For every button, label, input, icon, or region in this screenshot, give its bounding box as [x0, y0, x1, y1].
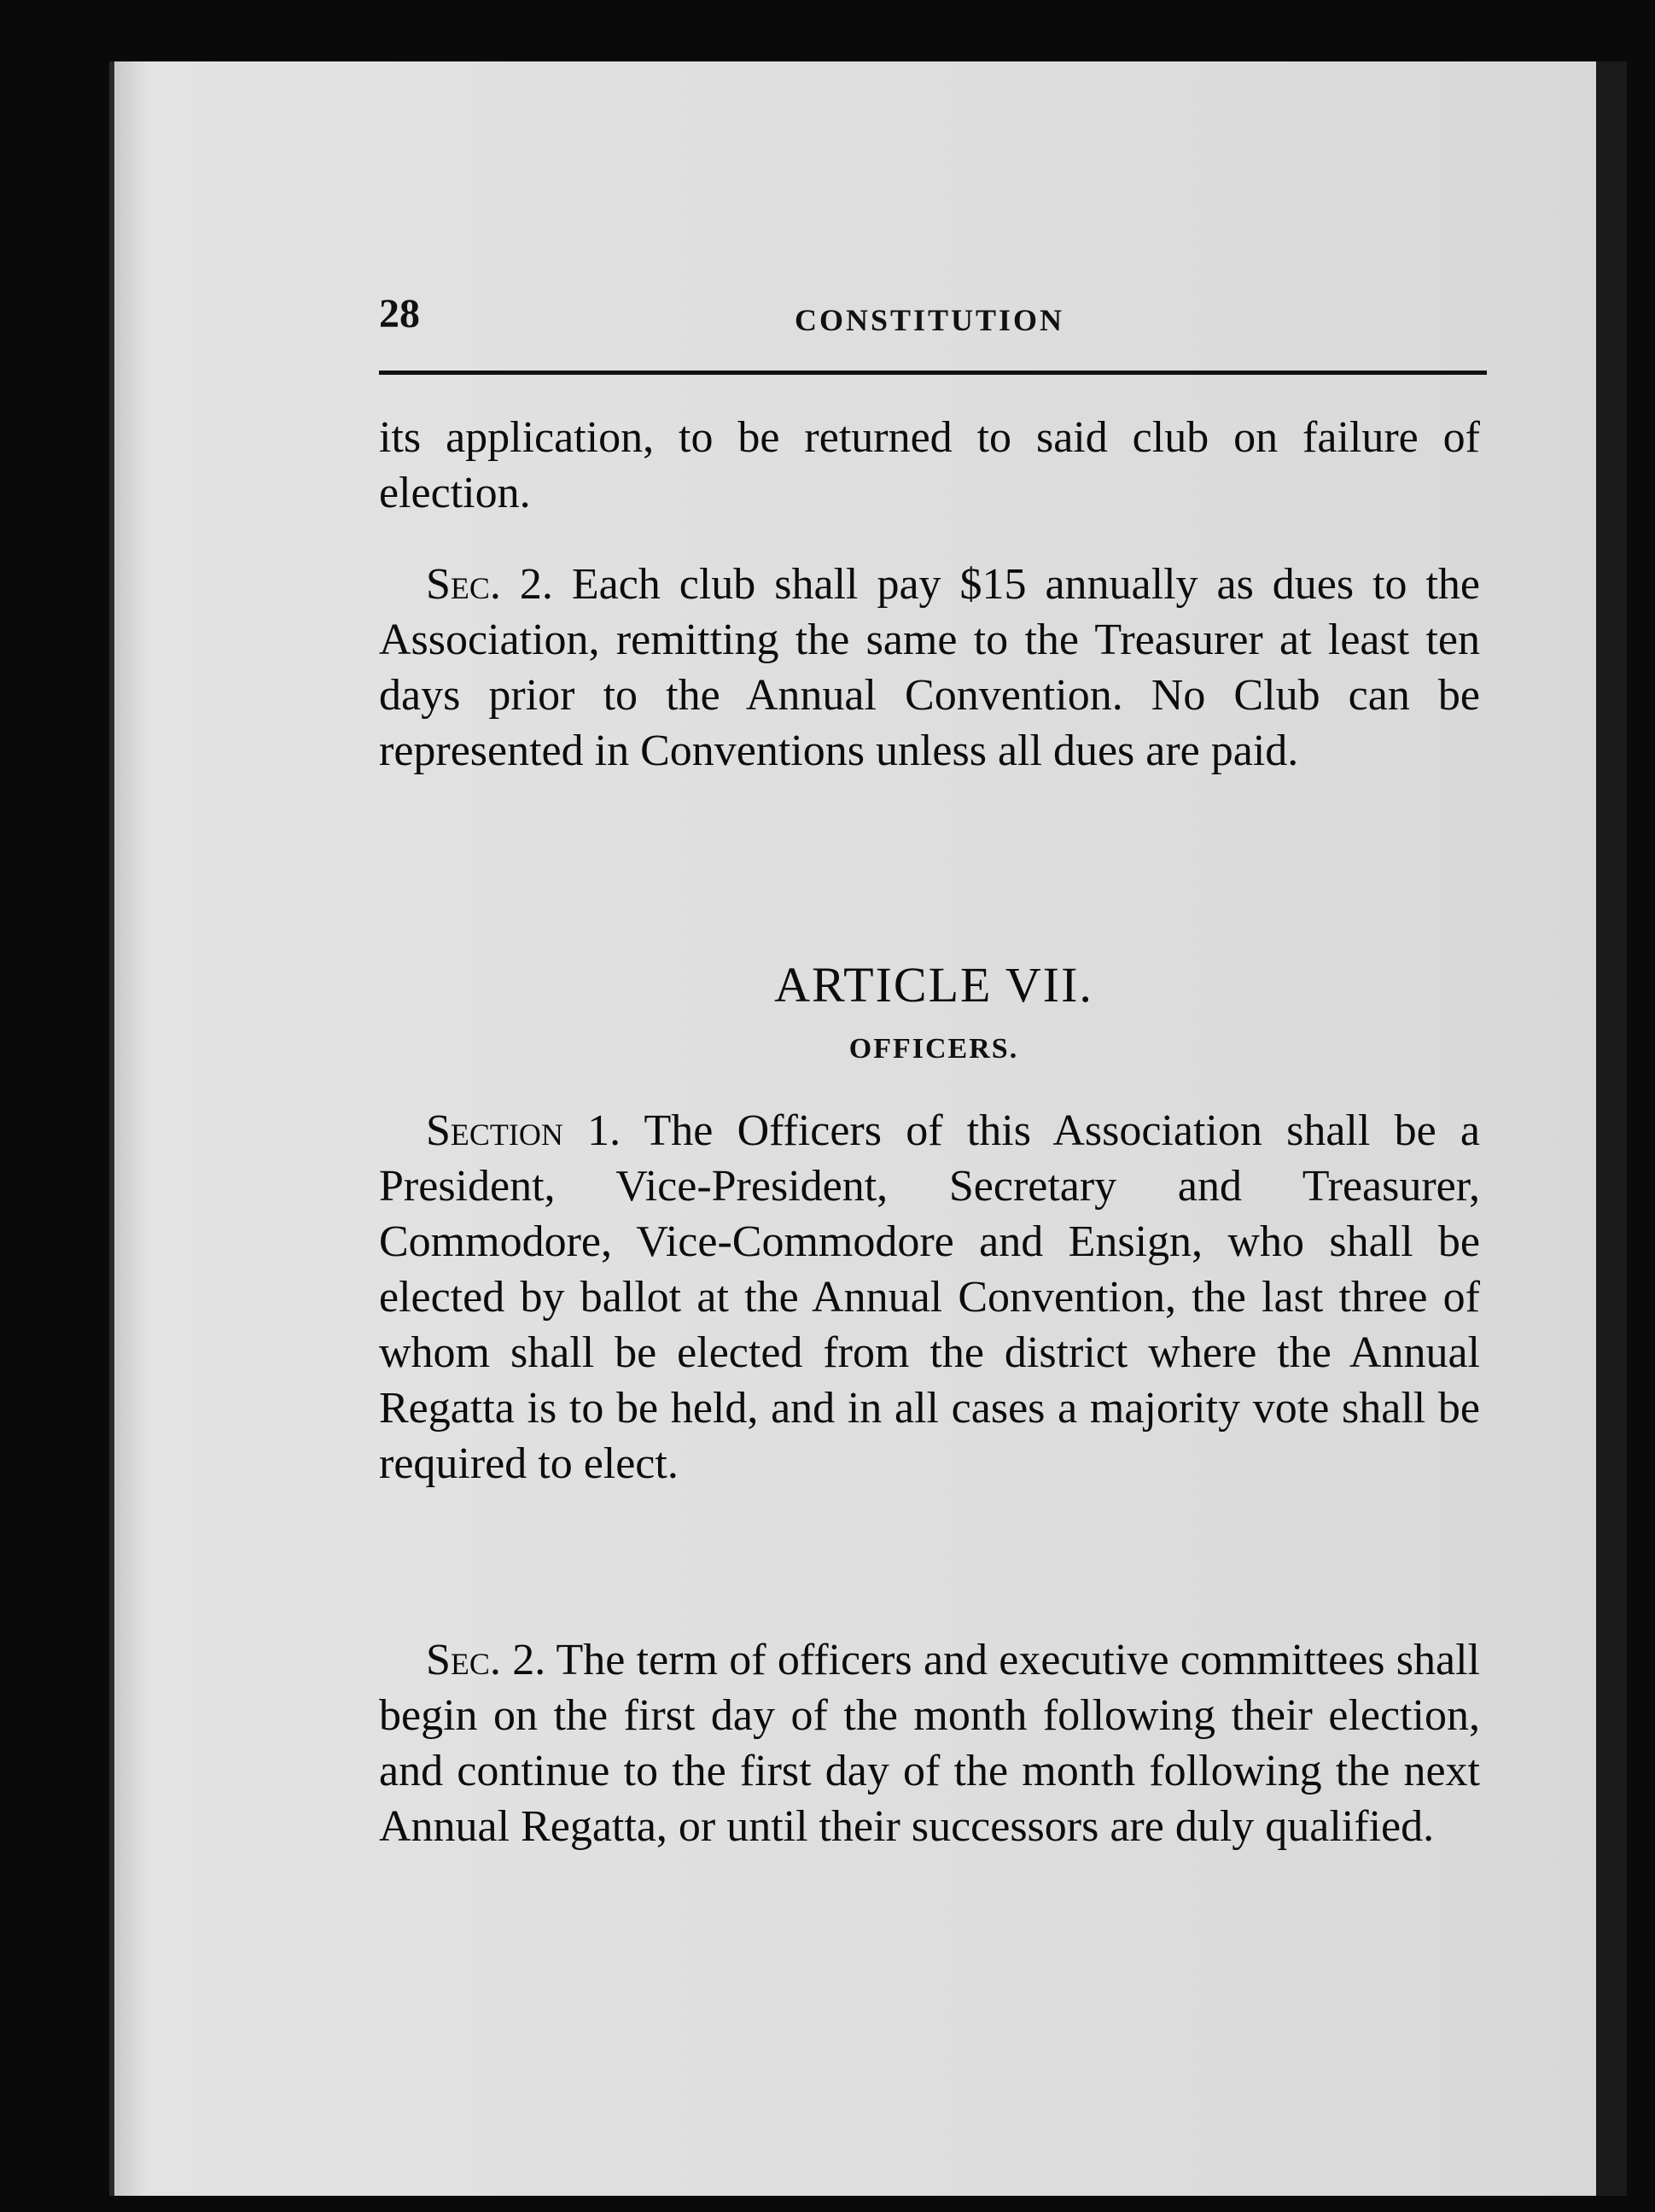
page-edge-shadow — [1596, 61, 1627, 2196]
section-label: Sec. 2. — [426, 560, 553, 609]
paragraph-text: The term of officers and executive committees shall begin on the first day of the month following their election, and continue to the first day of the month following the next Annual Regatta, or until their successors are duly qualified. — [379, 1636, 1480, 1851]
paragraph-section-1-officers — [379, 1103, 1480, 1491]
running-title: CONSTITUTION — [794, 303, 1065, 337]
paragraph-text: its application, to be returned to said club on failure of election. — [379, 413, 1480, 517]
article-heading: ARTICLE VII. — [774, 957, 1093, 1013]
paragraph-section-2-term — [379, 1632, 1480, 1854]
paragraph-continuation — [379, 410, 1480, 521]
page-header — [379, 290, 1489, 359]
header-rule — [379, 371, 1487, 375]
page-number: 28 — [379, 291, 420, 336]
paragraph-section-2-dues — [379, 557, 1480, 779]
section-label: Section 1. — [426, 1106, 621, 1155]
paragraph-text: The Officers of this Association shall be a President, Vice-President, Secretary and Treasurer, Commodore, Vice-Commodore and Ensign, who shall be elected by ballot at the Annual Convention, the last three of whom shall be elected from the district where the Annual Regatta is to be held, and in all cases a majority vote shall be required to elect. — [379, 1106, 1480, 1488]
book-page — [109, 61, 1627, 2196]
paragraph-text: Each club shall pay $15 annually as dues to the Association, remitting the same to the Treasurer at least ten days prior to the Annual Convention. No Club can be represented in Conventions unless all dues are paid. — [379, 560, 1481, 775]
article-subheading: OFFICERS. — [848, 1033, 1019, 1065]
section-label: Sec. 2. — [426, 1636, 546, 1684]
